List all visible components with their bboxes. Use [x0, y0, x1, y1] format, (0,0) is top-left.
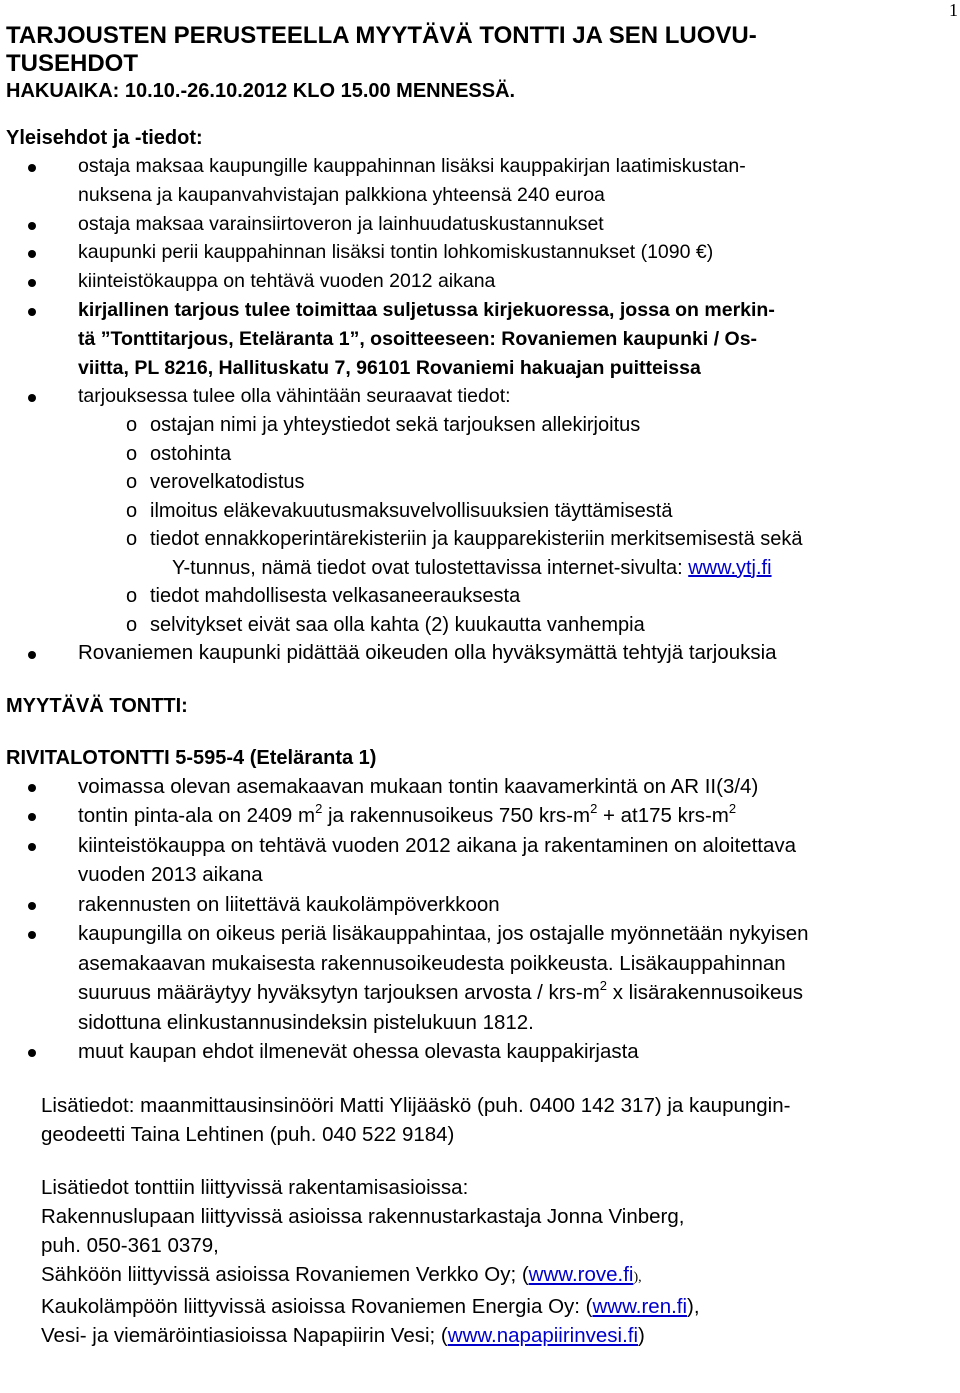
list-item: rakennusten on liitettävä kaukolämpöverkkoon [6, 890, 946, 920]
list-item: muut kaupan ehdot ilmenevät ohessa olevasta kauppakirjasta [6, 1037, 946, 1067]
bullet-icon [28, 222, 36, 230]
list-item: ostaja maksaa kaupungille kauppahinnan lisäksi kauppakirjan laatimiskustan- nuksena ja kaupanvahvistajan palkkiona yhteensä 240 euroa [6, 152, 946, 210]
ren-link[interactable]: www.ren.fi [592, 1294, 688, 1318]
title-line-2: TUSEHDOT [6, 50, 138, 77]
bullet-icon [28, 164, 36, 172]
list-item: kiinteistökauppa on tehtävä vuoden 2012 aikana [6, 267, 946, 296]
bullet-icon [28, 1049, 36, 1057]
bullet-icon [28, 250, 36, 258]
page-number: 1 [949, 0, 958, 20]
list-item: voimassa olevan asemakaavan mukaan tontin kaavamerkintä on AR II(3/4) [6, 772, 946, 802]
list-item: o tiedot ennakkoperintärekisteriin ja kaupparekisteriin merkitsemisestä sekä Y-tunnus, nämä tiedot ovat tulostettavissa internet-sivulta: www.ytj.fi [126, 528, 803, 579]
lot-heading: RIVITALOTONTTI 5-595-4 (Eteläranta 1) [6, 746, 377, 769]
list-item: o selvitykset eivät saa olla kahta (2) kuukautta vanhempia [126, 613, 645, 636]
list-item: Rovaniemen kaupunki pidättää oikeuden olla hyväksymättä tehtyjä tarjouksia [6, 639, 946, 668]
list-item: o tiedot mahdollisesta velkasaneerauksesta [126, 585, 521, 608]
bullet-icon [28, 931, 36, 939]
list-item: tontin pinta-ala on 2409 $m^2$ ja rakennusoikeus 750 krs-$m^2 + at175$ krs-$m^2$ [6, 801, 946, 831]
bullet-icon [28, 279, 36, 287]
list-item: ostaja maksaa varainsiirtoveron ja lainhuudatuskustannukset [6, 210, 946, 239]
bullet-icon [28, 308, 36, 316]
application-deadline: HAKUAIKA: 10.10.-26.10.2012 KLO 15.00 MENNESSÄ. [6, 80, 516, 102]
bullet-icon [28, 843, 36, 851]
list-item: kiinteistökauppa on tehtävä vuoden 2012 aikana ja rakentaminen on aloitettava vuoden 2013 aikana [6, 831, 946, 890]
list-item: o ostajan nimi ja yhteystiedot sekä tarjouksen allekirjoitus [126, 414, 641, 437]
list-item: kaupunki perii kauppahinnan lisäksi tontin lohkomiskustannukset (1090 €) [6, 238, 946, 267]
general-terms-list [6, 152, 946, 668]
list-item: o ostohinta [126, 442, 232, 465]
list-item: o verovelkatodistus [126, 471, 305, 494]
bullet-icon [28, 784, 36, 792]
ytj-link[interactable]: www.ytj.fi [688, 556, 772, 579]
bullet-icon [28, 651, 36, 659]
required-info-list [54, 411, 946, 639]
title-line-1: TARJOUSTEN PERUSTEELLA MYYTÄVÄ TONTTI JA SEN LUOVU- [6, 22, 757, 49]
construction-contact-info: Lisätiedot tonttiin liittyvissä rakentamisasioissa: Rakennuslupaan liittyvissä asioissa rakennustarkastaja Jonna Vinberg, puh. 050-361 0379, Sähköön liittyvissä asioissa Rovaniemen Verkko Oy; (www.rove.fi), Kaukolämpöön liittyvissä asioissa Rovaniemen Energia Oy: (www.ren.fi), Vesi- ja viemäröintiasioissa Napapiirin Vesi; (www.napapiirinvesi.fi) [41, 1175, 700, 1347]
list-item: tarjouksessa tulee olla vähintään seuraavat tiedot: o ostajan nimi ja yhteystiedot sekä tarjouksen allekirjoitus o ostohinta o verovelkatodistus o ilmoitus eläkevakuutusmaksuvelvollisuuksien täyttämisestä o tiedot ennakkoperintärekisteriin ja kaupparekisteriin merkitsemisestä sekä Y-tunnus, nämä tiedot ovat tulostettavissa internet-sivulta: www.ytj.fi o tiedot mahdollisesta velkasaneerauksesta o selvitykset eivät saa olla kahta (2) kuukautta vanhempia [6, 382, 946, 639]
list-item: o ilmoitus eläkevakuutusmaksuvelvollisuuksien täyttämisestä [126, 499, 673, 522]
list-item: kaupungilla on oikeus periä lisäkauppahintaa, jos ostajalle myönnetään nykyisen asemakaavan mukaisesta rakennusoikeudesta poikkeusta. Lisäkauppahinnan suuruus määräytyy hyväksytyn tarjouksen arvosta / krs-$m^2$ x lisärakennusoikeus sidottuna elinkustannusindeksin pistelukuun 1812. [6, 919, 946, 1037]
lot-terms-list [6, 772, 946, 1067]
general-terms-heading: Yleisehdot ja -tiedot: [6, 127, 203, 149]
bullet-icon [28, 902, 36, 910]
contact-info: Lisätiedot: maanmittausinsinööri Matti Ylijääskö (puh. 0400 142 317) ja kaupungin- geodeetti Taina Lehtinen (puh. 040 522 9184) [41, 1093, 791, 1146]
document-title [6, 22, 946, 78]
bullet-icon [28, 394, 36, 402]
bullet-icon [28, 813, 36, 821]
napapiirinvesi-link[interactable]: www.napapiirinvesi.fi [447, 1323, 639, 1347]
rove-link[interactable]: www.rove.fi [528, 1262, 634, 1286]
lot-for-sale-heading: MYYTÄVÄ TONTTI: [6, 694, 188, 717]
list-item: kirjallinen tarjous tulee toimittaa suljetussa kirjekuoressa, jossa on merkin- tä ”Tonttitarjous, Eteläranta 1”, osoitteeseen: Rovaniemen kaupunki / Os- viitta, PL 8216, Hallituskatu 7, 96101 Rovaniemi hakuajan puitteissa [6, 296, 946, 382]
document-page [6, 22, 946, 1350]
